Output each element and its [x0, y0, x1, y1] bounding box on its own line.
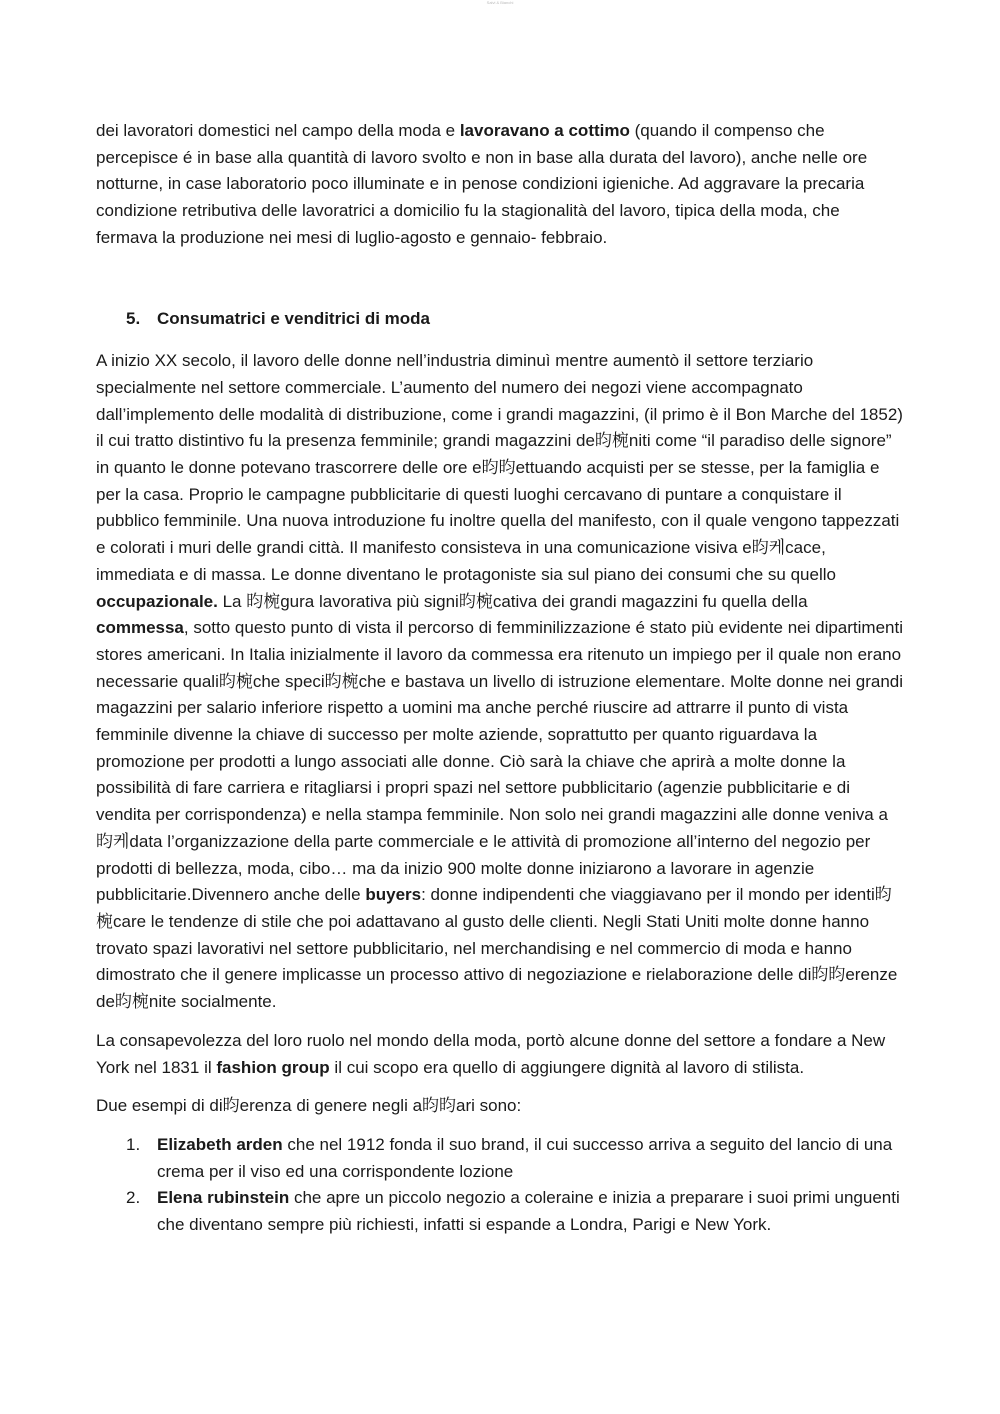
list-item [96, 1132, 904, 1185]
section-heading [126, 306, 904, 333]
text: dei lavoratori domestici nel campo della moda e [96, 121, 460, 140]
section-title: Consumatrici e venditrici di moda [157, 308, 431, 328]
text: (quando il compenso che percepisce é in base alla quantità di lavoro svolto e non in base alla durata del lavoro), anche nelle ore notturne, in case laboratorio poco illuminate e in penose condizioni igieniche. Ad aggravare la precaria condizione retributiva delle lavoratrici a domicilio fu la stagionalità del lavoro, tipica della moda, che fermava la produzione nei mesi di luglio-agosto e gennaio- febbraio. [96, 121, 868, 247]
text: A inizio XX secolo, il lavoro delle donne nell’industria diminuì mentre aumentò il settore terziario specialmente nel settore commerciale. L’aumento del numero dei negozi viene accompagnato dall’implemento delle modalità di distribuzione, come i grandi magazzini, (il primo è il Bon Marche del 1852) il cui tratto distintivo fu la presenza femminile; grandi magazzini de昀椀niti come “il paradiso delle signore” in quanto le donne potevano trascorrere delle ore e昀昀ettuando acquisti per se stesse, per la famiglia e per la casa. Proprio le campagne pubblicitarie di questi luoghi cercavano di puntare a conquistare il pubblico femminile. Una nuova introduzione fu inoltre quella del manifesto, con il quale vengono tappezzati e colorati i muri delle grandi città. Il manifesto consisteva in una comunicazione visiva e昀케cace, immediata e di massa. Le donne diventano le protagoniste sia sul piano dei consumi che su quello [96, 351, 903, 584]
bold-term-commessa: commessa [96, 618, 184, 638]
bold-name: Elena rubinstein [157, 1188, 290, 1208]
examples-list [96, 1132, 904, 1239]
bold-term-buyers: buyers [365, 885, 422, 905]
bold-name: Elizabeth arden [157, 1134, 283, 1154]
bold-term-occupazionale: occupazionale. [96, 591, 218, 611]
list-number: 2. [126, 1188, 141, 1208]
header-watermark: Salvi & Bianchi [486, 0, 514, 5]
list-item [96, 1185, 904, 1238]
section-number: 5. [126, 308, 141, 328]
paragraph-consumers-sellers [96, 348, 904, 1016]
bold-term-cottimo: lavoravano a cottimo [459, 121, 630, 140]
text: Due esempi di di昀erenza di genere negli a昀昀ari sono: [96, 1096, 522, 1116]
text: che nel 1912 fonda il suo brand, il cui successo arriva a seguito del lancio di una crema per il viso ed una corrispondente lozione [157, 1134, 893, 1181]
bold-term-fashion-group: fashion group [216, 1057, 330, 1077]
text: , sotto questo punto di vista il percorso di femminilizzazione é stato più evidente nei dipartimenti stores americani. In Italia inizialmente il lavoro da commessa era ritenuto un impiego per il quale non erano necessarie quali昀椀che speci昀椀che e bastava un livello di istruzione elementare. Molte donne nei grandi magazzini per salario inferiore rispetto a uomini ma anche perché riuscire ad attrarre il punto di vista femminile divenne la chiave di successo per molte aziende, soprattutto per quanto riguardava la promozione per prodotti a lungo associati alle donne. Ciò sarà la chiave che aprirà a molte donne la possibilità di fare carriera e ritagliarsi i propri spazi nel settore pubblicitario (agenzie pubblicitarie e di vendita per corrispondenza) e nella stampa femminile. Non solo nei grandi magazzini alle donne veniva a昀케data l’organizzazione della parte commerciale e le attività di promozione all’interno del negozio per prodotti di bellezza, moda, cibo… ma da inizio 900 molte donne iniziarono a lavorare in agenzie pubblicitarie.Divennero anche delle [96, 618, 904, 905]
text: : donne indipendenti che viaggiavano per il mondo per identi昀椀care le tendenze di stile che poi adattavano al gusto delle clienti. Negli Stati Uniti molte donne hanno trovato spazi lavorativi nel settore pubblicitario, nel merchandising e nel commercio di moda e hanno dimostrato che il genere implicasse un processo attivo di negoziazione e rielaborazione delle di昀昀erenze de昀椀nite socialmente. [96, 885, 898, 1012]
paragraph-domestic-workers [96, 118, 904, 252]
text: La consapevolezza del loro ruolo nel mondo della moda, portò alcune donne del settore a fondare a New York nel 1831 il [96, 1030, 886, 1077]
text: La 昀椀gura lavorativa più signi昀椀cativa dei grandi magazzini fu quella della [217, 591, 808, 611]
paragraph-examples-intro [96, 1093, 904, 1120]
list-number: 1. [126, 1134, 141, 1154]
text: il cui scopo era quello di aggiungere dignità al lavoro di stilista. [329, 1057, 805, 1077]
paragraph-fashion-group [96, 1028, 904, 1081]
text: che apre un piccolo negozio a coleraine e inizia a preparare i suoi primi unguenti che diventano sempre più richiesti, infatti si espande a Londra, Parigi e New York. [157, 1188, 900, 1235]
document-page [96, 118, 904, 1239]
